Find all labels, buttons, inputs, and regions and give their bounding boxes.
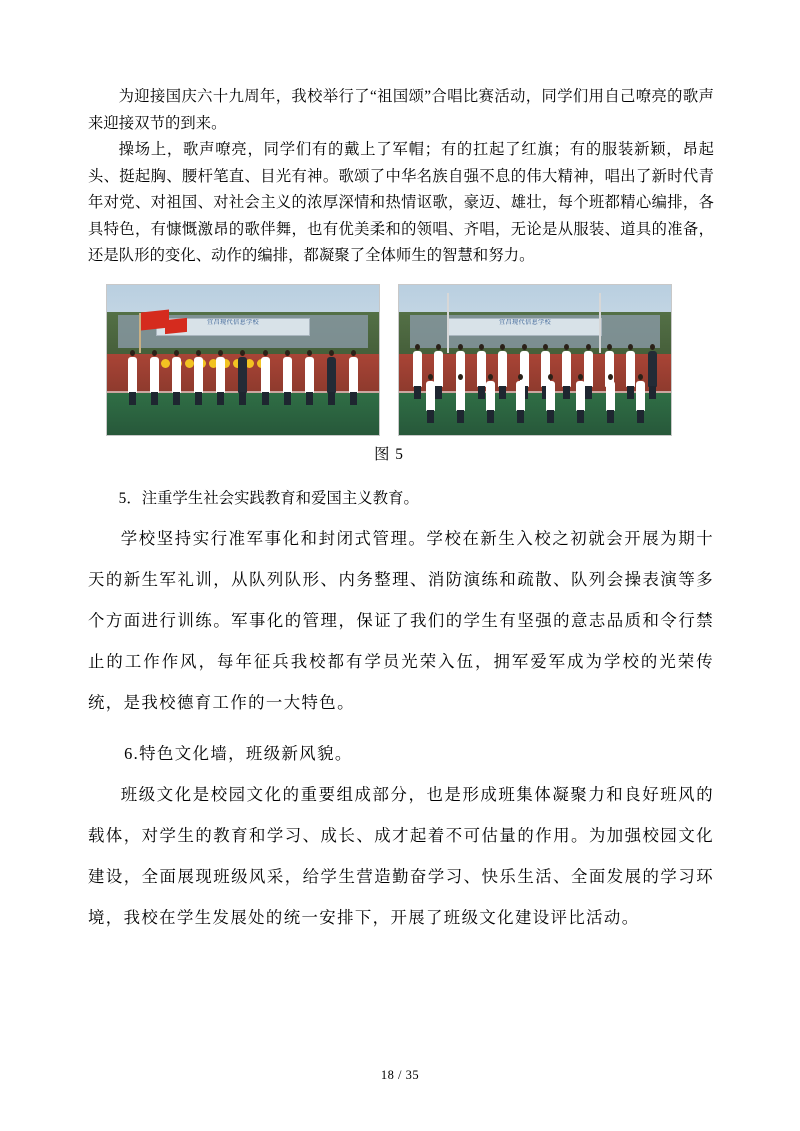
- chorus-photo-right: [398, 284, 672, 436]
- section-5-heading: 5．注重学生社会实践教育和爱国主义教育。: [118, 489, 419, 507]
- figure-images: [106, 284, 672, 436]
- student-figure: [150, 357, 159, 393]
- pole-icon: [599, 293, 601, 353]
- student-figure: [283, 357, 292, 393]
- photo-banner-left: 宜昌现代信息学校: [156, 318, 310, 337]
- student-figure: [349, 357, 358, 393]
- student-figure: [636, 381, 645, 411]
- chorus-photo-left: [106, 284, 380, 436]
- student-row: [121, 357, 365, 393]
- red-flag-icon: [165, 317, 187, 333]
- student-row-back: [415, 381, 655, 411]
- student-figure: [606, 381, 615, 411]
- student-figure: [194, 357, 203, 393]
- student-figure: [426, 381, 435, 411]
- page-number: 18 / 35: [380, 1068, 420, 1082]
- paragraph-intro-1: 为迎接国庆六十九周年，我校举行了“祖国颂”合唱比赛活动，同学们用自己嘹亮的歌声来迎接双节的到来。: [88, 88, 714, 132]
- student-figure: [305, 357, 314, 393]
- photo-banner-right: 宜昌现代信息学校: [448, 318, 602, 337]
- student-figure: [172, 357, 181, 393]
- student-figure: [456, 381, 465, 411]
- student-figure: [516, 381, 525, 411]
- pole-icon: [447, 293, 449, 353]
- paragraph-intro-2: 操场上，歌声嘹亮，同学们有的戴上了军帽；有的扛起了红旗；有的服装新颖，昂起头、挺起胸、腰杆笔直、目光有神。歌颂了中华名族自强不息的伟大精神，唱出了新时代青年对党、对祖国、对社会主义的浓厚深情和热情讴歌，豪迈、雄壮，每个班都精心编排，各具特色，有慷慨激昂的歌伴舞，也有优美柔和的领唱、齐唱，无论是从服装、道具的准备，还是队形的变化、动作的编排，都凝聚了全体师生的智慧和努力。: [88, 141, 714, 264]
- teacher-figure: [238, 357, 247, 393]
- student-figure: [216, 357, 225, 393]
- section-6-heading: 6.特色文化墙，班级新风貌。: [124, 744, 353, 763]
- figure-caption: 图 5: [374, 445, 404, 463]
- student-figure: [261, 357, 270, 393]
- student-figure: [128, 357, 137, 393]
- page-content: [88, 84, 714, 938]
- section-6-body: 班级文化是校园文化的重要组成部分，也是形成班集体凝聚力和良好班风的载体，对学生的教育和学习、成长、成才起着不可估量的作用。为加强校园文化建设，全面展现班级风采，给学生营造勤奋学习、快乐生活、全面发展的学习环境，我校在学生发展处的统一安排下，开展了班级文化建设评比活动。: [88, 785, 714, 927]
- conductor-figure: [327, 357, 336, 393]
- student-figure: [546, 381, 555, 411]
- student-figure: [576, 381, 585, 411]
- section-5-body: 学校坚持实行准军事化和封闭式管理。学校在新生入校之初就会开展为期十天的新生军礼训，从队列队形、内务整理、消防演练和疏散、队列会操表演等多个方面进行训练。军事化的管理，保证了我们的学生有坚强的意志品质和令行禁止的工作作风，每年征兵我校都有学员光荣入伍，拥军爱军成为学校的光荣传统，是我校德育工作的一大特色。: [88, 529, 714, 712]
- student-figure: [486, 381, 495, 411]
